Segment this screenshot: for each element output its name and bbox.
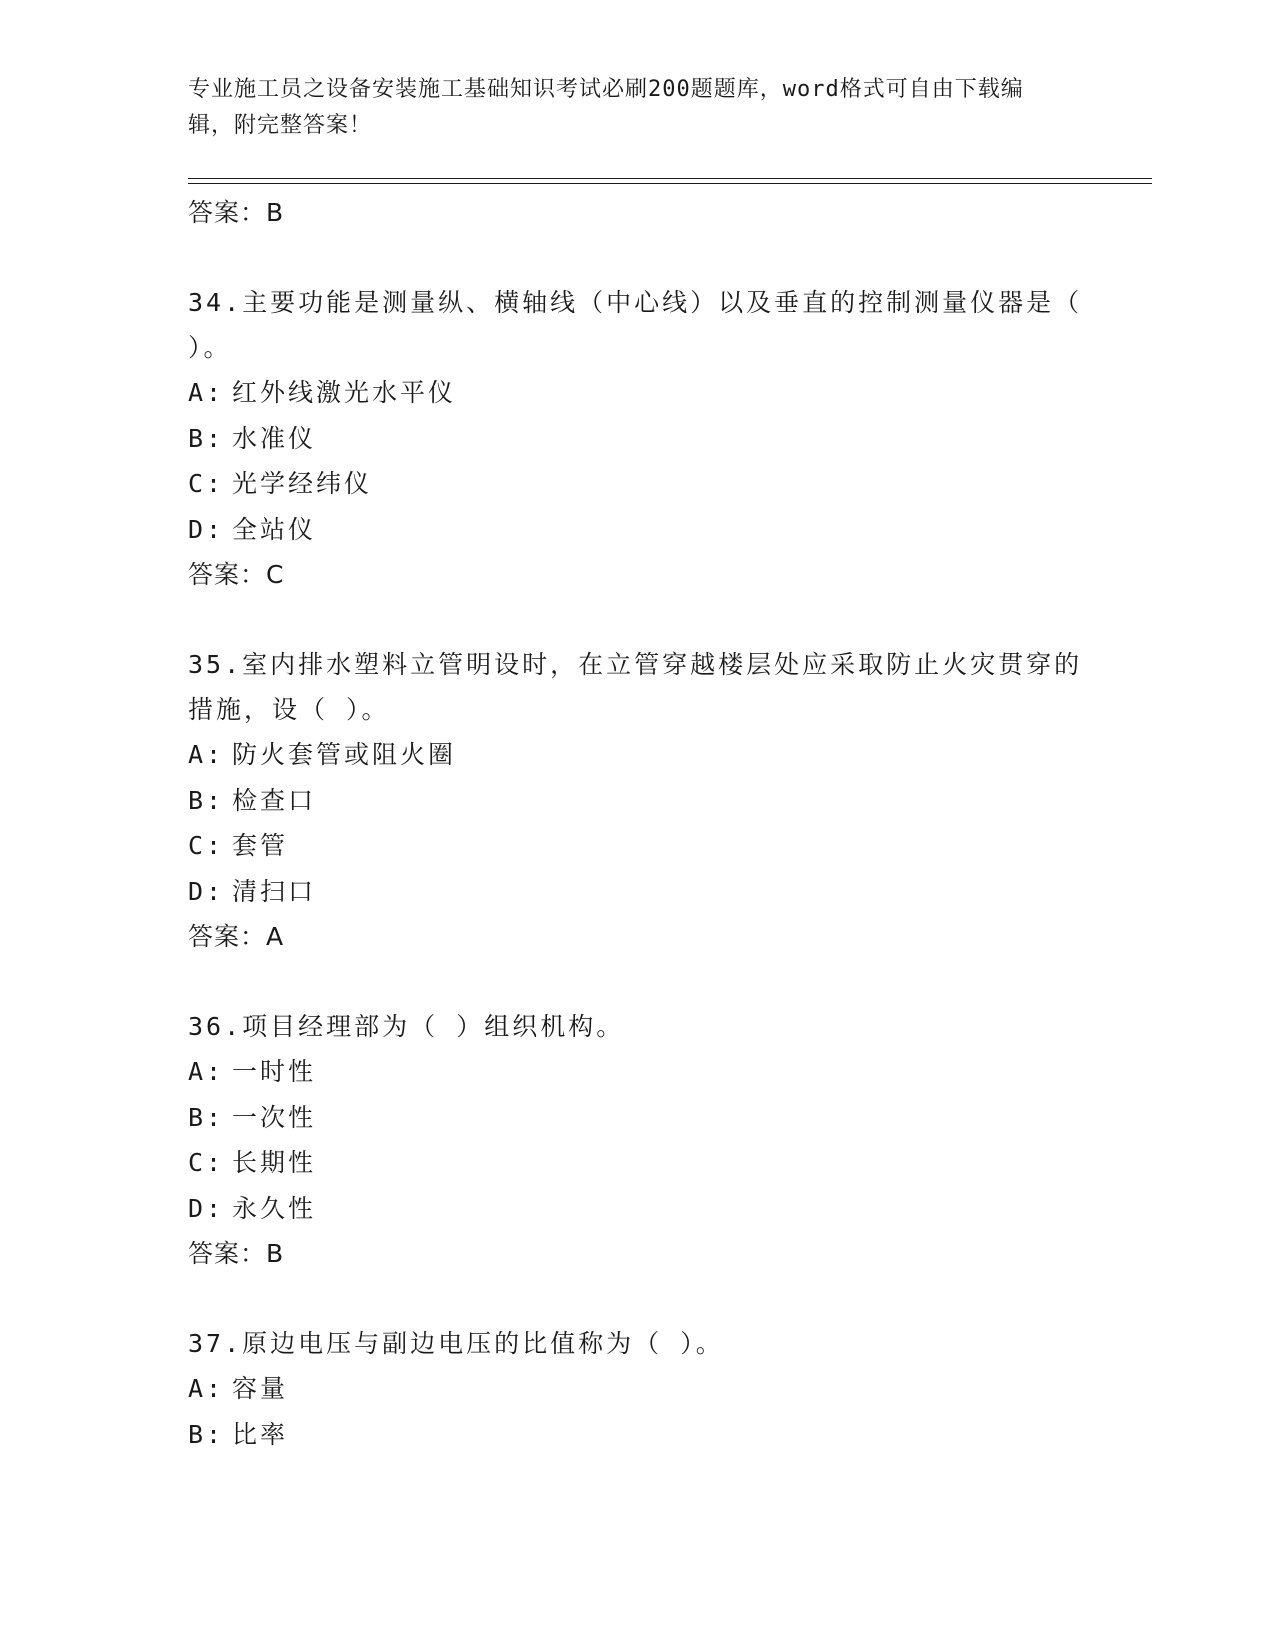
- option-text: 容量: [232, 1374, 289, 1403]
- option-b: [188, 778, 1088, 824]
- option-key: D:: [188, 876, 225, 906]
- option-text: 红外线激光水平仪: [232, 378, 457, 407]
- option-key: C:: [188, 1148, 225, 1177]
- option-b: [188, 1095, 1088, 1141]
- option-text: 清扫口: [232, 876, 317, 906]
- answer-35: 答案：A: [188, 922, 285, 951]
- question-35: [188, 642, 1088, 959]
- option-key: D:: [188, 1193, 225, 1223]
- option-text: 光学经纬仪: [232, 469, 373, 498]
- option-b: [188, 416, 1088, 462]
- header-divider-bottom: [188, 183, 1152, 184]
- question-text: 34.主要功能是测量纵、横轴线（中心线）以及垂直的控制测量仪器是（ ）。: [188, 288, 1083, 362]
- option-key: C:: [188, 469, 225, 498]
- question-36: [188, 1004, 1088, 1276]
- option-key: B:: [188, 785, 225, 815]
- option-text: 全站仪: [232, 514, 317, 544]
- question-34: [188, 280, 1088, 597]
- option-a: [188, 1049, 1088, 1095]
- option-c: [188, 1140, 1088, 1186]
- document-header: [188, 72, 1068, 144]
- option-key: B:: [188, 423, 225, 453]
- question-text: 35.室内排水塑料立管明设时，在立管穿越楼层处应采取防止火灾贯穿的措施，设（ ）。: [188, 650, 1083, 724]
- answer-36: 答案：B: [188, 1239, 285, 1268]
- option-key: A:: [188, 1057, 225, 1086]
- option-d: [188, 869, 1088, 915]
- answer-previous: 答案：B: [188, 198, 285, 227]
- option-d: [188, 507, 1088, 553]
- option-key: D:: [188, 514, 225, 544]
- option-key: A:: [188, 1374, 225, 1403]
- option-text: 一次性: [232, 1102, 317, 1132]
- question-text: 36.项目经理部为（ ）组织机构。: [188, 1012, 625, 1041]
- option-key: B:: [188, 1419, 225, 1449]
- option-text: 检查口: [232, 785, 317, 815]
- option-key: C:: [188, 831, 225, 860]
- option-c: [188, 823, 1088, 869]
- option-d: [188, 1186, 1088, 1232]
- answer-34: 答案：C: [188, 560, 285, 589]
- option-key: A:: [188, 740, 225, 769]
- option-a: [188, 1366, 1088, 1412]
- option-text: 比率: [232, 1419, 289, 1449]
- option-a: [188, 370, 1088, 416]
- option-b: [188, 1412, 1088, 1458]
- question-text: 37.原边电压与副边电压的比值称为（ ）。: [188, 1329, 724, 1358]
- option-key: B:: [188, 1102, 225, 1132]
- option-a: [188, 732, 1088, 778]
- question-37: [188, 1321, 1088, 1457]
- header-title: 专业施工员之设备安装施工基础知识考试必刷200题题库，word格式可自由下载编辑，附完整答案！: [188, 77, 1024, 138]
- option-text: 一时性: [232, 1057, 317, 1086]
- option-text: 套管: [232, 831, 289, 860]
- option-text: 水准仪: [232, 423, 317, 453]
- question-list: [188, 190, 1088, 1457]
- option-c: [188, 461, 1088, 507]
- option-key: A:: [188, 378, 225, 407]
- option-text: 防火套管或阻火圈: [232, 740, 457, 769]
- option-text: 永久性: [232, 1193, 317, 1223]
- option-text: 长期性: [232, 1148, 317, 1177]
- header-divider-top: [188, 178, 1152, 179]
